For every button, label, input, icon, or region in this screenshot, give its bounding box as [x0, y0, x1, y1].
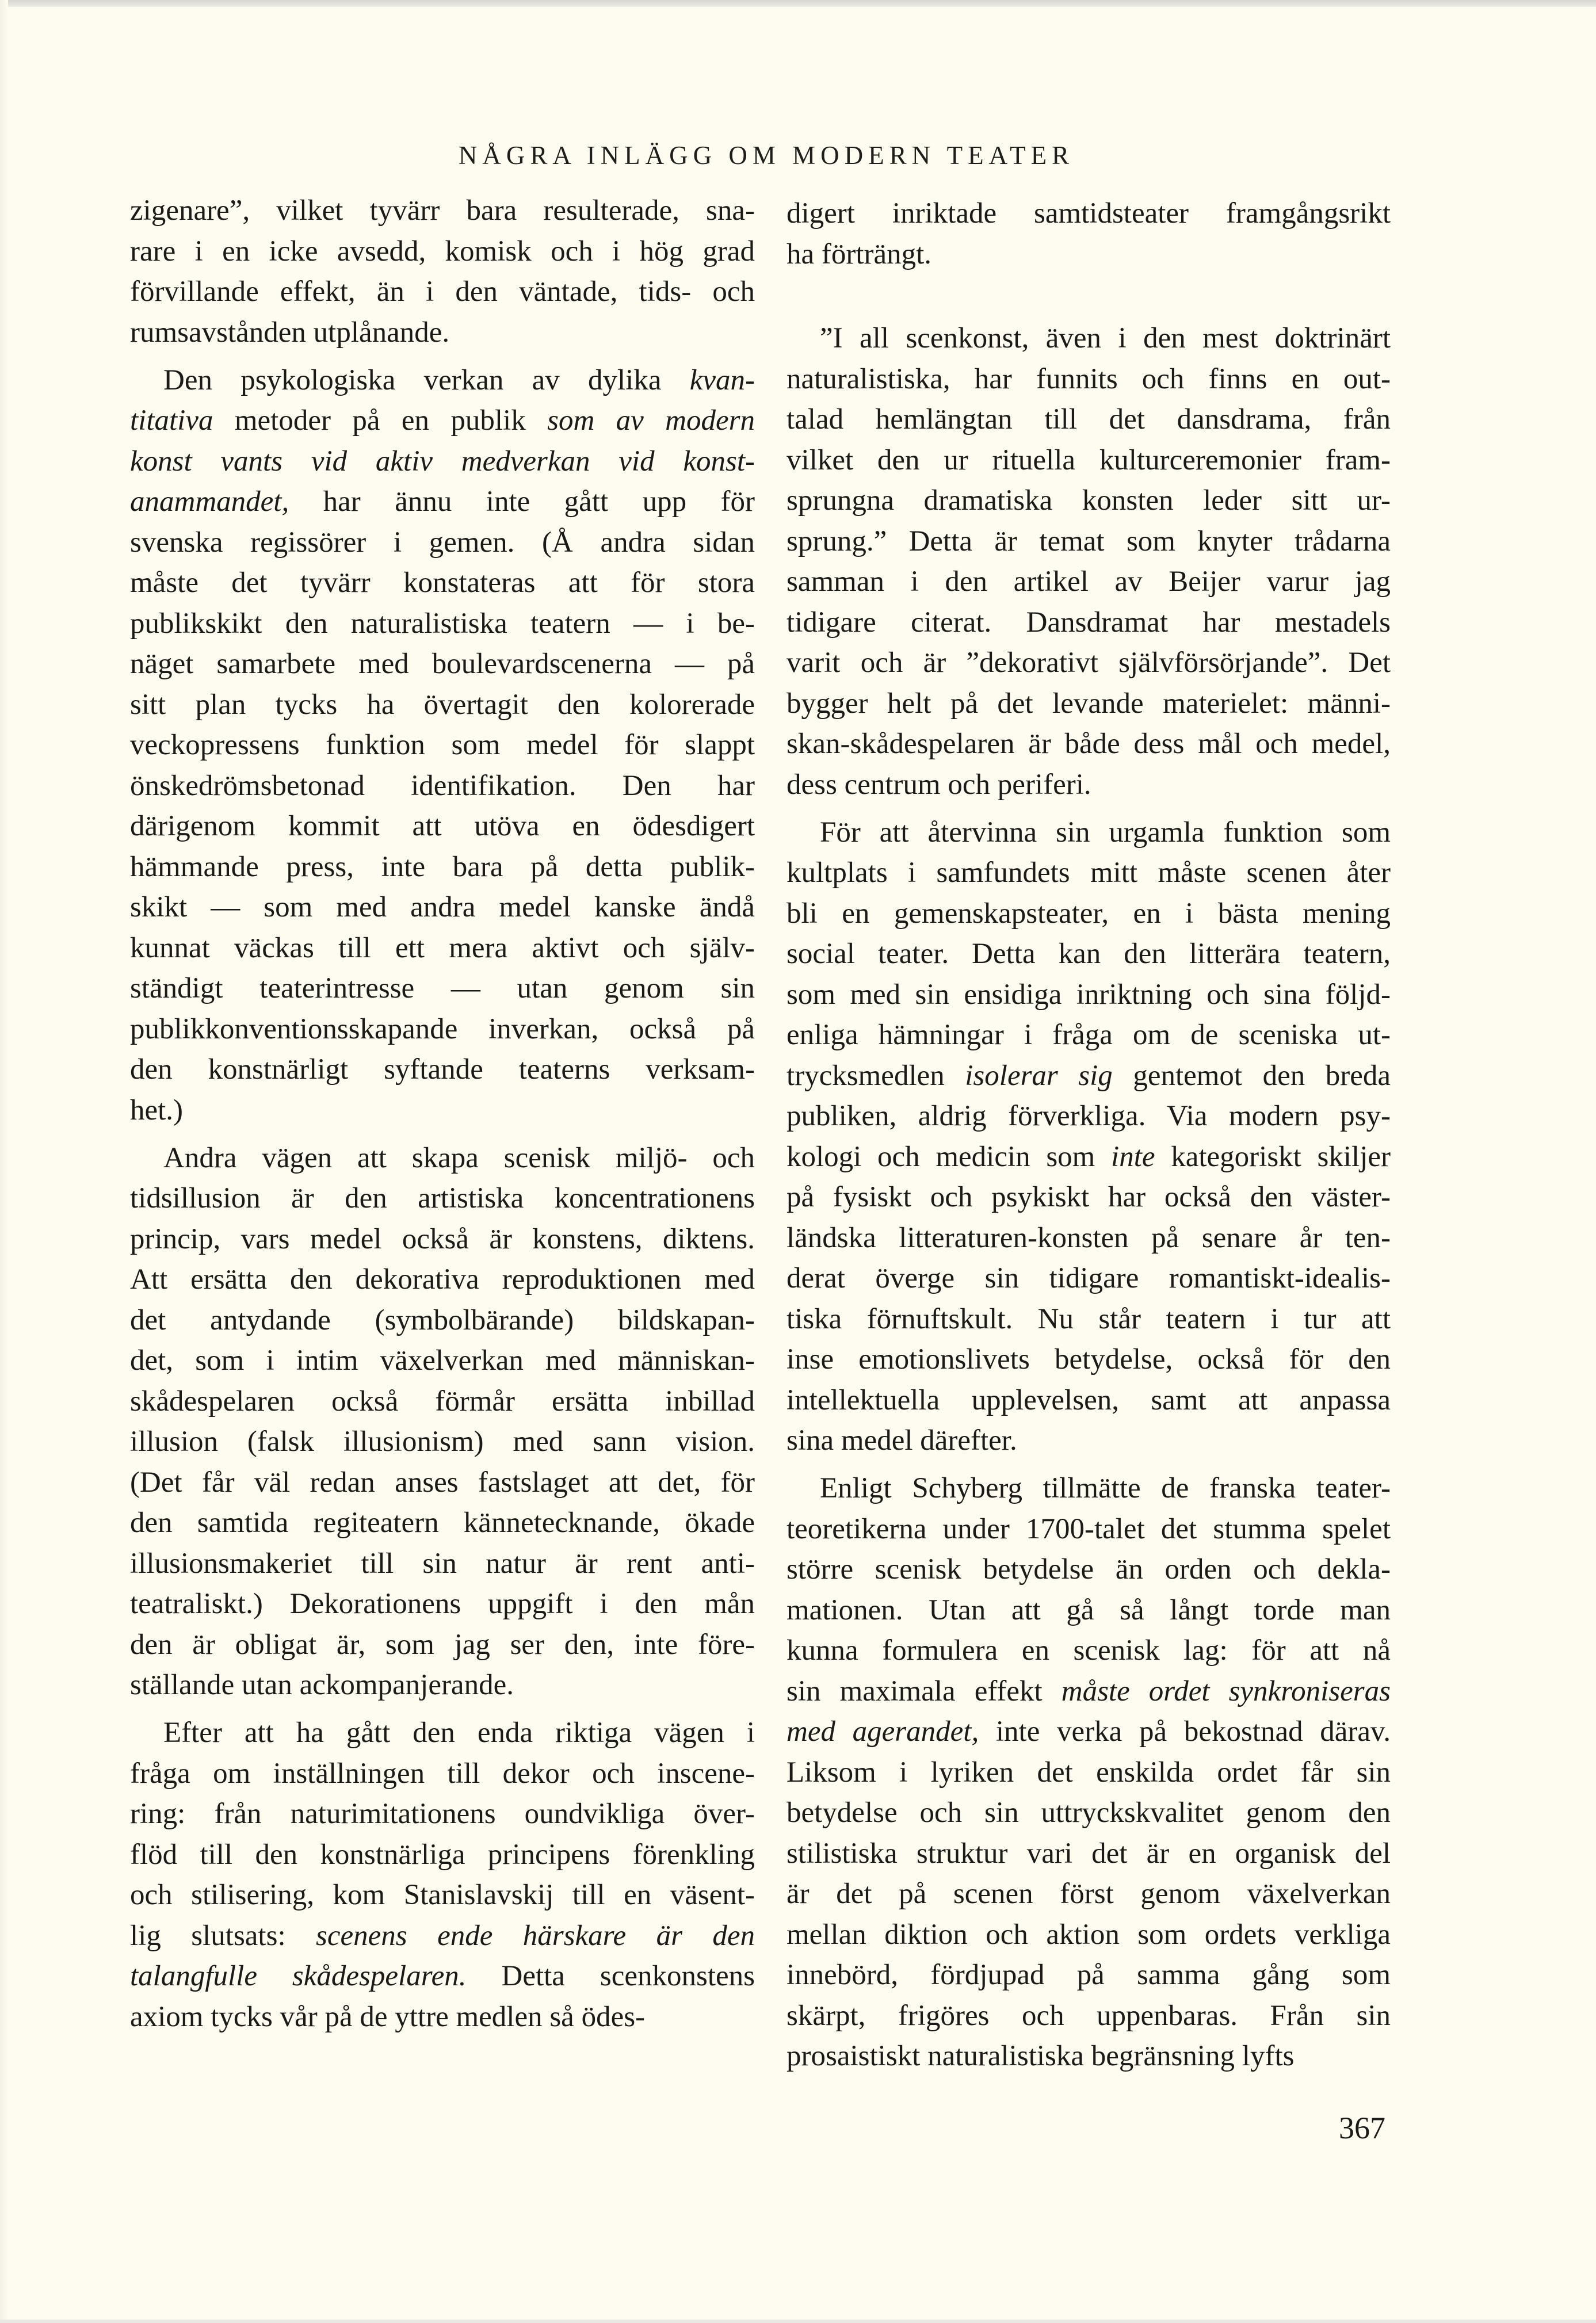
- text-line: [786, 1955, 1391, 1995]
- text-line: [786, 234, 1391, 274]
- text-line: [130, 1665, 755, 1705]
- text-run: ha förträngt.: [786, 238, 932, 270]
- text-line: [130, 968, 755, 1008]
- text-line: [130, 1090, 755, 1130]
- text-run: rumsavstånden utplånande.: [130, 316, 450, 349]
- text-run: mellan diktion och aktion som ordets verkliga: [786, 1918, 1391, 1951]
- text-line: [786, 1671, 1391, 1711]
- italic-text: kvan-: [689, 364, 755, 396]
- text-line: [130, 1875, 755, 1915]
- text-run: enliga hämningar i fråga om de sceniska ut-: [786, 1019, 1391, 1051]
- text-run: inse emotionslivets betydelse, också för den: [786, 1343, 1391, 1376]
- text-run: tidigare citerat. Dansdramat har mestadels: [786, 606, 1391, 639]
- text-run: intellektuella upplevelsen, samt att anpassa: [786, 1384, 1391, 1416]
- text-run: rare i en icke avsedd, komisk och i hög grad: [130, 235, 755, 268]
- text-run: sprung.” Detta är temat som knyter trådarna: [786, 525, 1391, 557]
- text-line: [130, 563, 755, 603]
- text-line: [130, 1381, 755, 1422]
- text-line: [130, 928, 755, 968]
- text-run: kategoriskt skiljer: [1155, 1140, 1391, 1173]
- text-run: ställande utan ackompanjerande.: [130, 1669, 514, 1701]
- text-run: bygger helt på det levande materielet: männi-: [786, 687, 1391, 720]
- text-run: digert inriktade samtidsteater framgångsrikt: [786, 197, 1391, 230]
- text-line: [786, 1015, 1391, 1055]
- text-line: [786, 359, 1391, 399]
- text-run: hämmande press, inte bara på detta publik-: [130, 850, 755, 883]
- text-run: lig slutsats:: [130, 1919, 316, 1952]
- text-line: [130, 685, 755, 725]
- scan-top-edge: [0, 0, 1596, 7]
- text-line: [786, 1630, 1391, 1671]
- text-run: prosaistiskt naturalistiska begränsning lyfts: [786, 2040, 1295, 2072]
- text-line: [786, 1299, 1391, 1339]
- text-run: dess centrum och periferi.: [786, 768, 1091, 801]
- text-line: [786, 318, 1391, 358]
- text-line: [130, 603, 755, 644]
- text-line: [786, 1915, 1391, 1955]
- text-run: sin maximala effekt: [786, 1675, 1062, 1707]
- text-line: [786, 1590, 1391, 1630]
- text-line: [786, 975, 1391, 1015]
- text-run: kunna formulera en scenisk lag: för att nå: [786, 1634, 1391, 1667]
- text-run: naturalistiska, har funnits och finns en out-: [786, 362, 1391, 395]
- text-line: [786, 765, 1391, 805]
- running-head: NÅGRA INLÄGG OM MODERN TEATER: [458, 141, 1075, 170]
- text-run: Efter att ha gått den enda riktiga vägen i: [163, 1717, 755, 1749]
- text-line: [786, 1218, 1391, 1258]
- italic-text: som av modern: [547, 404, 755, 437]
- text-run: fråga om inställningen till dekor och inscene-: [130, 1757, 755, 1790]
- page-number: 367: [1339, 2111, 1385, 2145]
- text-run: större scenisk betydelse än orden och dekla-: [786, 1553, 1391, 1585]
- text-line: [130, 441, 755, 482]
- text-line: [130, 725, 755, 765]
- text-run: Andra vägen att skapa scenisk miljö- och: [163, 1141, 755, 1174]
- text-line: [130, 1178, 755, 1218]
- text-run: den är obligat är, som jag ser den, inte före-: [130, 1628, 755, 1661]
- text-line: [786, 1509, 1391, 1549]
- text-line: [130, 1997, 755, 2037]
- text-run: och stilisering, kom Stanislavskij till en väsent-: [130, 1879, 755, 1911]
- text-line: [130, 1259, 755, 1300]
- italic-text: titativa: [130, 404, 213, 437]
- text-run: illusion (falsk illusionism) med sann vision.: [130, 1426, 755, 1458]
- text-line: [786, 1380, 1391, 1420]
- text-run: varit och är ”dekorativt självförsörjande”. Det: [786, 647, 1391, 679]
- text-run: Liksom i lyriken det enskilda ordet får sin: [786, 1756, 1391, 1789]
- text-line: [786, 1793, 1391, 1833]
- text-line: [786, 1096, 1391, 1136]
- text-run: zigenare”, vilket tyvärr bara resulterade, sna-: [130, 194, 755, 227]
- text-line: [130, 272, 755, 312]
- text-line: [786, 1420, 1391, 1461]
- text-run: social teater. Detta kan den litterära teatern,: [786, 938, 1391, 970]
- text-run: veckopressens funktion som medel för slappt: [130, 729, 755, 761]
- text-run: sprungna dramatiska konsten leder sitt ur-: [786, 484, 1391, 517]
- text-line: [786, 1468, 1391, 1508]
- text-line: [130, 1422, 755, 1462]
- text-line: [130, 1753, 755, 1794]
- text-line: [130, 482, 755, 522]
- text-run: flöd till den konstnärliga principens förenkling: [130, 1838, 755, 1871]
- text-line: [130, 1794, 755, 1834]
- text-run: Enligt Schyberg tillmätte de franska teater-: [820, 1472, 1391, 1504]
- text-run: skådespelaren också förmår ersätta inbillad: [130, 1385, 755, 1418]
- text-line: [786, 561, 1391, 602]
- text-line: [786, 1711, 1391, 1752]
- text-run: skärpt, frigöres och uppenbaras. Från sin: [786, 1999, 1391, 2032]
- text-line: [130, 1503, 755, 1543]
- text-line: [786, 480, 1391, 521]
- text-run: ländska litteraturen-konsten på senare år ten-: [786, 1221, 1391, 1254]
- text-run: princip, vars medel också är konstens, diktens.: [130, 1222, 755, 1255]
- text-run: önskedrömsbetonad identifikation. Den har: [130, 769, 755, 802]
- text-line: [130, 1138, 755, 1178]
- text-line: [130, 231, 755, 272]
- text-run: näget samarbete med boulevardscenerna — på: [130, 648, 755, 680]
- text-run: metoder på en publik: [213, 404, 548, 437]
- text-line: [130, 644, 755, 684]
- text-line: [130, 1713, 755, 1753]
- text-line: [786, 399, 1391, 440]
- text-run: publikkonventionsskapande inverkan, också på: [130, 1013, 755, 1045]
- text-run: inte verka på bekostnad därav.: [979, 1715, 1391, 1748]
- text-line: [786, 1137, 1391, 1177]
- text-line: [786, 1996, 1391, 2036]
- text-run: För att återvinna sin urgamla funktion som: [820, 816, 1391, 849]
- italic-text: måste ordet synkroniseras: [1061, 1675, 1391, 1707]
- text-run: teoretikerna under 1700-talet det stumma spelet: [786, 1512, 1391, 1545]
- text-run: Den psykologiska verkan av dylika: [163, 364, 690, 396]
- text-run: är det på scenen först genom växelverkan: [786, 1878, 1391, 1910]
- text-line: [130, 1584, 755, 1624]
- text-line: [130, 190, 755, 231]
- italic-text: scenens ende härskare är den: [316, 1919, 755, 1952]
- text-run: vilket den ur rituella kulturceremonier fram-: [786, 444, 1391, 476]
- text-line: [786, 893, 1391, 934]
- text-line: [786, 193, 1391, 234]
- italic-text: isolerar sig: [965, 1059, 1113, 1092]
- text-line: [786, 812, 1391, 853]
- text-run: Detta scenkonstens: [466, 1960, 755, 1992]
- text-run: skan-skådespelaren är både dess mål och medel,: [786, 728, 1391, 760]
- italic-text: konst vants vid aktiv medverkan vid konst-: [130, 445, 755, 477]
- text-run: mationen. Utan att gå så långt torde man: [786, 1594, 1391, 1626]
- text-run: den samtida regiteatern kännetecknande, ökade: [130, 1507, 755, 1539]
- text-line: [786, 1549, 1391, 1590]
- text-line: [786, 643, 1391, 683]
- text-line: [786, 724, 1391, 764]
- text-run: skikt — som med andra medel kanske ändå: [130, 891, 755, 923]
- text-run: trycksmedlen: [786, 1059, 965, 1092]
- text-run: förvillande effekt, än i den väntade, tids- och: [130, 276, 755, 308]
- text-line: [786, 1833, 1391, 1874]
- text-run: som med sin ensidiga inriktning och sina följd-: [786, 978, 1391, 1011]
- text-line: [130, 1300, 755, 1340]
- text-line: [130, 766, 755, 806]
- text-line: [786, 1874, 1391, 1914]
- text-run: bli en gemenskapsteater, en i bästa mening: [786, 897, 1391, 930]
- text-run: tiska förnuftskult. Nu står teatern i tur att: [786, 1302, 1391, 1335]
- italic-text: talangfulle skådespelaren.: [130, 1960, 467, 1992]
- text-run: teatraliskt.) Dekorationens uppgift i den mån: [130, 1588, 755, 1620]
- text-line: [786, 1056, 1391, 1096]
- text-run: sina medel därefter.: [786, 1424, 1017, 1457]
- text-run: betydelse och sin uttryckskvalitet genom den: [786, 1797, 1391, 1829]
- scan-bottom-edge: [0, 2320, 1596, 2323]
- text-line: [130, 1543, 755, 1584]
- text-run: (Det får väl redan anses fastslaget att det, för: [130, 1466, 755, 1499]
- text-run: talad hemlängtan till det dansdrama, från: [786, 403, 1391, 435]
- text-run: ständigt teaterintresse — utan genom sin: [130, 972, 755, 1004]
- text-run: publiken, aldrig förverkliga. Via modern psy-: [786, 1100, 1391, 1132]
- text-run: derat överge sin tidigare romantiskt-idealis-: [786, 1262, 1391, 1294]
- text-line: [130, 1956, 755, 1996]
- text-line: [130, 1462, 755, 1503]
- text-line: [130, 312, 755, 353]
- text-line: [130, 522, 755, 563]
- text-line: [130, 887, 755, 927]
- text-run: har ännu inte gått upp för: [289, 486, 755, 518]
- text-line: [786, 521, 1391, 561]
- text-line: [130, 400, 755, 441]
- text-line: [130, 1049, 755, 1090]
- text-line: [130, 806, 755, 846]
- text-run: het.): [130, 1094, 184, 1126]
- text-run: det antydande (symbolbärande) bildskapan-: [130, 1304, 755, 1336]
- text-run: innebörd, fördjupad på samma gång som: [786, 1959, 1391, 1991]
- text-run: samman i den artikel av Beijer varur jag: [786, 566, 1391, 598]
- text-run: måste det tyvärr konstateras att för stora: [130, 567, 755, 599]
- text-run: den konstnärligt syftande teaterns verksam-: [130, 1053, 755, 1086]
- text-line: [786, 853, 1391, 893]
- text-run: stilistiska struktur vari det är en organisk del: [786, 1837, 1391, 1870]
- text-run: Att ersätta den dekorativa reproduktionen med: [130, 1263, 755, 1296]
- text-run: illusionsmakeriet till sin natur är rent anti-: [130, 1547, 755, 1580]
- text-run: det, som i intim växelverkan med människan-: [130, 1344, 755, 1377]
- italic-text: anammandet,: [130, 486, 289, 518]
- text-line: [130, 1009, 755, 1049]
- italic-text: inte: [1111, 1140, 1155, 1173]
- text-run: kologi och medicin som: [786, 1140, 1112, 1173]
- text-run: gentemot den breda: [1112, 1059, 1391, 1092]
- text-line: [130, 1916, 755, 1956]
- text-line: [130, 1625, 755, 1665]
- text-line: [130, 360, 755, 400]
- text-run: ”I all scenkonst, även i den mest doktrinärt: [820, 322, 1391, 354]
- text-line: [786, 683, 1391, 724]
- text-run: på fysiskt och psykiskt har också den väster-: [786, 1181, 1391, 1213]
- text-line: [786, 1339, 1391, 1380]
- text-run: kunnat väckas till ett mera aktivt och själv-: [130, 931, 755, 964]
- text-line: [130, 1340, 755, 1381]
- text-run: sitt plan tycks ha övertagit den kolorerade: [130, 688, 755, 721]
- text-run: publikskikt den naturalistiska teatern — i be-: [130, 607, 755, 640]
- text-run: ring: från naturimitationens oundvikliga över-: [130, 1798, 755, 1830]
- text-line: [786, 602, 1391, 643]
- text-run: axiom tycks vår på de yttre medlen så ödes-: [130, 2000, 646, 2033]
- text-run: därigenom kommit att utöva en ödesdigert: [130, 810, 755, 842]
- italic-text: med agerandet,: [786, 1715, 979, 1748]
- text-line: [786, 2036, 1391, 2076]
- text-run: kultplats i samfundets mitt måste scenen åter: [786, 857, 1391, 889]
- text-line: [786, 934, 1391, 974]
- scan-left-edge: [0, 0, 8, 2323]
- text-run: tidsillusion är den artistiska koncentrationens: [130, 1182, 755, 1214]
- text-line: [130, 1835, 755, 1875]
- text-line: [786, 440, 1391, 480]
- text-line: [786, 1258, 1391, 1298]
- text-run: svenska regissörer i gemen. (Å andra sidan: [130, 526, 755, 559]
- text-line: [786, 1752, 1391, 1793]
- text-line: [130, 847, 755, 887]
- text-line: [786, 1177, 1391, 1217]
- text-line: [130, 1219, 755, 1259]
